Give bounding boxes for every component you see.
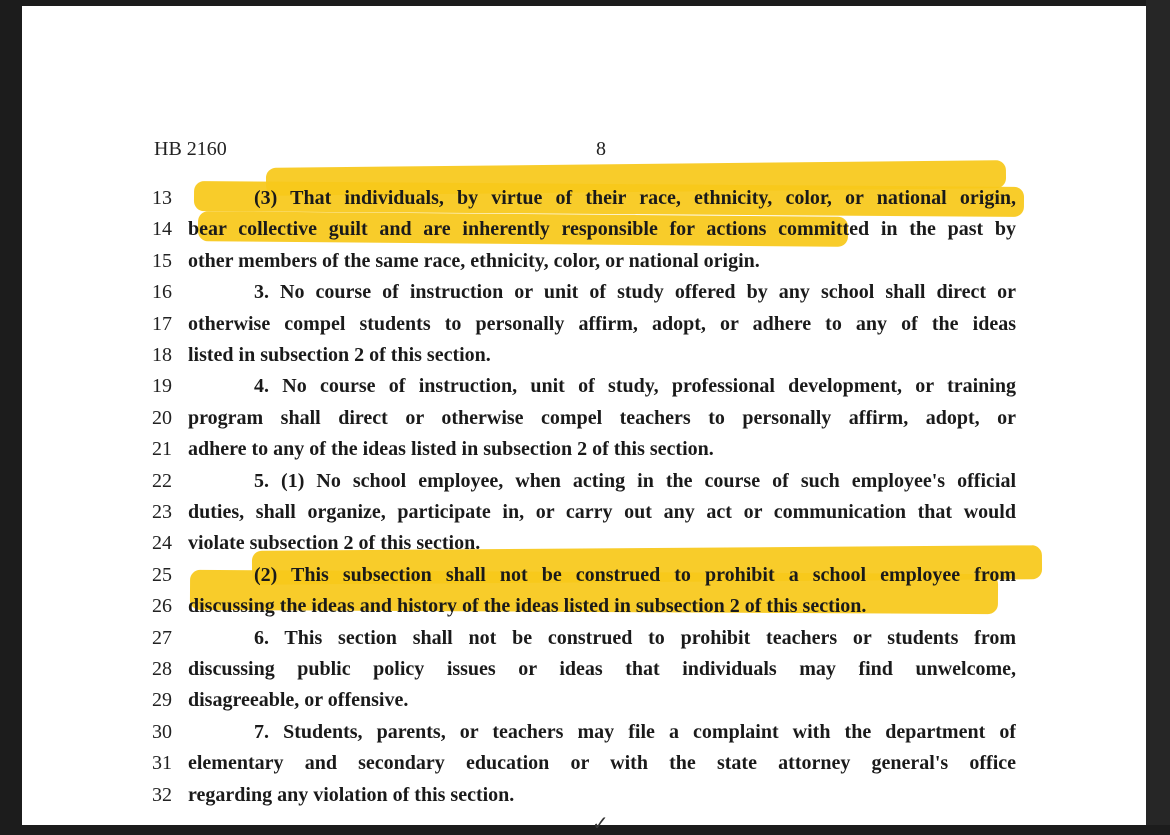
document-line (22, 404, 1146, 434)
line-number: 23 (152, 501, 172, 523)
line-number: 30 (152, 720, 172, 743)
document-line (22, 184, 1146, 214)
line-number: 26 (152, 595, 172, 618)
document-line (22, 561, 1146, 591)
document-line (22, 372, 1146, 402)
line-text: bear collective guilt and are inherently responsible for actions committed in the past by (188, 218, 1016, 241)
line-number: 22 (152, 469, 172, 492)
line-number: 28 (152, 658, 172, 680)
line-text: adhere to any of the ideas listed in subsection 2 of this section. (188, 438, 714, 461)
line-number: 31 (152, 752, 172, 775)
line-number: 19 (152, 375, 172, 398)
line-number: 15 (152, 249, 172, 272)
document-line (22, 624, 1146, 654)
line-number: 16 (152, 281, 172, 304)
line-number: 14 (152, 218, 172, 241)
line-text: discussing public policy issues or ideas that individuals may find unwelcome, (188, 658, 1016, 680)
line-number: 32 (152, 783, 172, 806)
document-line (22, 215, 1146, 245)
document-line (22, 592, 1146, 622)
document-line (22, 529, 1146, 559)
line-text: discussing the ideas and history of the ideas listed in subsection 2 of this section. (188, 595, 867, 618)
line-text: 7. Students, parents, or teachers may file a complaint with the department of (254, 720, 1016, 743)
document-line (22, 655, 1146, 685)
document-line (22, 498, 1146, 528)
document-line (22, 310, 1146, 340)
line-text: violate subsection 2 of this section. (188, 532, 481, 555)
document-line (22, 435, 1146, 465)
line-text: 6. This section shall not be construed to prohibit teachers or students from (254, 626, 1016, 649)
line-number: 25 (152, 563, 172, 586)
line-text: 3. No course of instruction or unit of study offered by any school shall direct or (254, 281, 1016, 304)
line-number: 27 (152, 626, 172, 649)
document-line (22, 341, 1146, 371)
line-text: listed in subsection 2 of this section. (188, 344, 491, 366)
document-line (22, 278, 1146, 308)
document-page (22, 6, 1146, 835)
checkmark: ✓ (592, 811, 609, 835)
viewer-side-strip (1146, 0, 1170, 825)
document-line (22, 686, 1146, 716)
document-line (22, 781, 1146, 811)
line-text: disagreeable, or offensive. (188, 689, 409, 712)
document-line (22, 749, 1146, 779)
document-line (22, 718, 1146, 748)
line-number: 24 (152, 532, 172, 555)
line-number: 20 (152, 406, 172, 429)
line-text: other members of the same race, ethnicity, color, or national origin. (188, 249, 760, 272)
line-text: (2) This subsection shall not be construed to prohibit a school employee from (254, 563, 1016, 586)
line-number: 17 (152, 312, 172, 335)
line-text: otherwise compel students to personally affirm, adopt, or adhere to any of the ideas (188, 312, 1016, 335)
bill-id: HB 2160 (154, 138, 227, 160)
line-text: 4. No course of instruction, unit of study, professional development, or training (254, 375, 1016, 398)
line-text: 5. (1) No school employee, when acting in the course of such employee's official (254, 469, 1016, 492)
line-number: 13 (152, 187, 172, 209)
line-text: regarding any violation of this section. (188, 783, 515, 806)
page-number: 8 (596, 138, 606, 160)
line-number: 18 (152, 344, 172, 366)
line-text: program shall direct or otherwise compel teachers to personally affirm, adopt, or (188, 406, 1016, 429)
document-line (22, 247, 1146, 277)
line-text: duties, shall organize, participate in, or carry out any act or communication that would (188, 501, 1016, 523)
line-text: (3) That individuals, by virtue of their race, ethnicity, color, or national origin, (254, 187, 1016, 209)
line-number: 29 (152, 689, 172, 712)
line-text: elementary and secondary education or with the state attorney general's office (188, 752, 1016, 775)
line-number: 21 (152, 438, 172, 461)
document-line (22, 467, 1146, 497)
